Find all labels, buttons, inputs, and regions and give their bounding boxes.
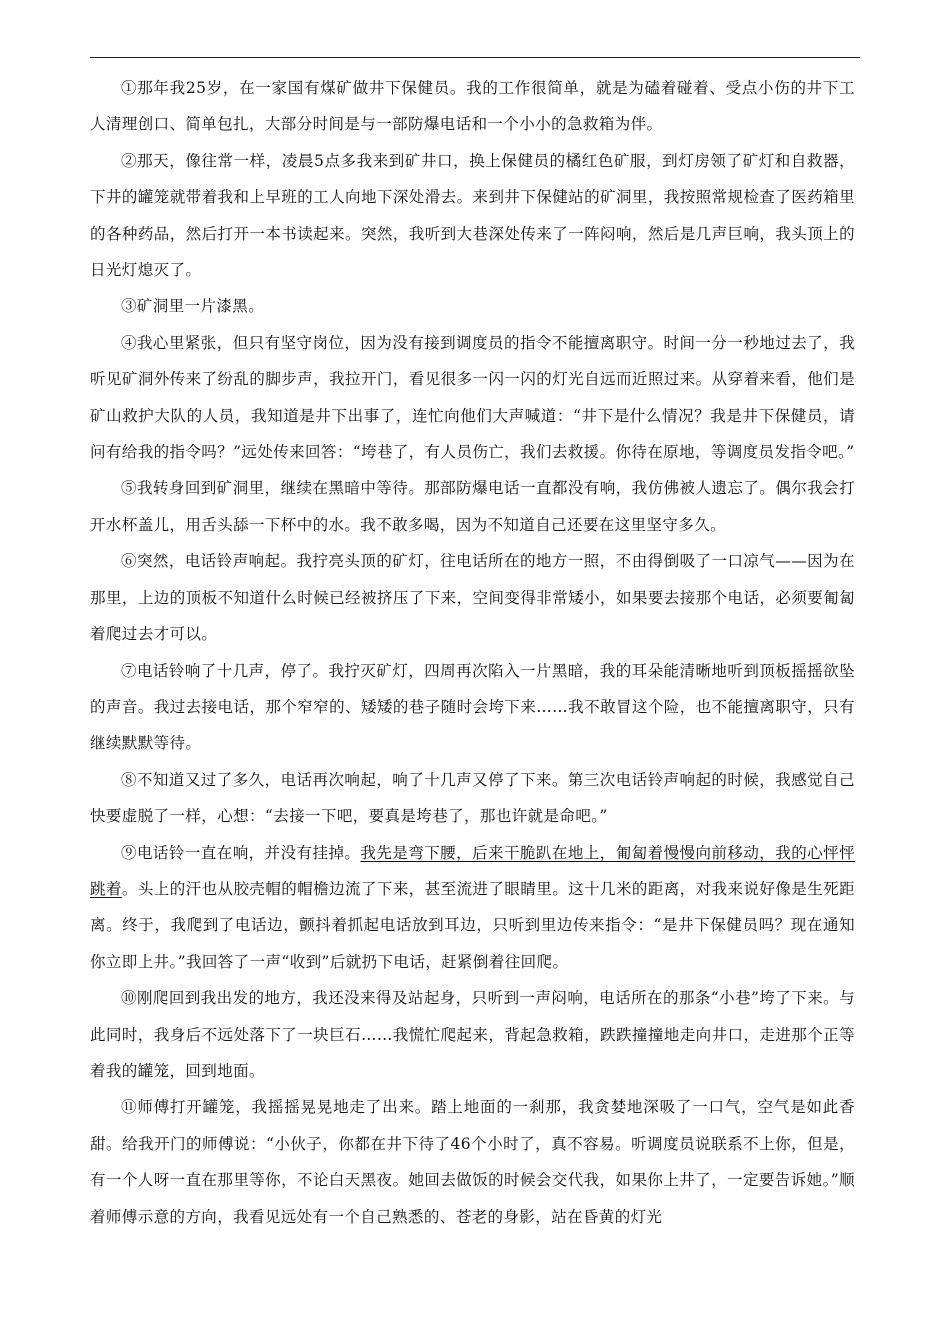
paragraph-2: ②那天，像往常一样，凌晨5点多我来到矿井口，换上保健员的橘红色矿服，到灯房领了矿灯和自救器，下井的罐笼就带着我和上早班的工人向地下深处滑去。来到井下保健站的矿洞里，我按照常规检查了医药箱里的各种药品，然后打开一本书读起来。突然，我听到大巷深处传来了一阵闷响，然后是几声巨响，我头顶上的日光灯熄灭了。: [90, 151, 855, 280]
paragraph-3: ③矿洞里一片漆黑。: [121, 297, 265, 316]
paragraph-9-rest: 。头上的汗也从胶壳帽的帽檐边流了下来，甚至流进了眼睛里。这十几米的距离，对我来说好像是生死距离。终于，我爬到了电话边，颤抖着抓起电话放到耳边，只听到里边传来指令：“是井下保健员吗？现在通知你立即上井。”我回答了一声“收到”后就扔下电话，赶紧倒着往回爬。: [90, 879, 855, 971]
paragraph-5: ⑤我转身回到矿洞里，继续在黑暗中等待。那部防爆电话一直都没有响，我仿佛被人遗忘了。偶尔我会打开水杯盖儿，用舌头舔一下杯中的水。我不敢多喝，因为不知道自己还要在这里坚守多久。: [90, 479, 855, 534]
paragraph-9-underlined-sentence: 我先是弯下腰，后来干脆趴在地上，匍匐着慢慢向前移动，我的心怦怦跳着: [90, 843, 855, 898]
paragraph-7: ⑦电话铃响了十几声，停了。我拧灭矿灯，四周再次陷入一片黑暗，我的耳朵能清晰地听到顶板摇摇欲坠的声音。我过去接电话，那个窄窄的、矮矮的巷子随时会垮下来……我不敢冒这个险，也不能擅离职守，只有继续默默等待。: [90, 661, 855, 753]
header-rule: [90, 57, 860, 58]
paragraph-11: ⑪师傅打开罐笼，我摇摇晃晃地走了出来。踏上地面的一刹那，我贪婪地深吸了一口气，空气是如此香甜。给我开门的师傅说：“小伙子，你都在井下待了46个小时了，真不容易。听调度员说联系不上你，但是，有一个人呀一直在那里等你，不论白天黑夜。她回去做饭的时候会交代我，如果你上井了，一定要告诉她。”顺着师傅示意的方向，我看见远处有一个自己熟悉的、苍老的身影，站在昏黄的灯光: [90, 1098, 855, 1226]
paragraph-8: ⑧不知道又过了多久，电话再次响起，响了十几声又停了下来。第三次电话铃声响起的时候，我感觉自己快要虚脱了一样，心想：“去接一下吧，要真是垮巷了，那也许就是命吧。”: [90, 770, 855, 826]
paragraph-10: ⑩刚爬回到我出发的地方，我还没来得及站起身，只听到一声闷响，电话所在的那条“小巷”垮了下来。与此同时，我身后不远处落下了一块巨石……我慌忙爬起来，背起急救箱，跌跌撞撞地走向井口，走进那个正等着我的罐笼，回到地面。: [90, 989, 855, 1080]
article-body: [90, 70, 855, 1235]
paragraph-4: ④我心里紧张，但只有坚守岗位，因为没有接到调度员的指令不能擅离职守。时间一分一秒地过去了，我听见矿洞外传来了纷乱的脚步声，我拉开门，看见很多一闪一闪的灯光自远而近照过来。从穿着来看，他们是矿山救护大队的人员，我知道是井下出事了，连忙向他们大声喊道：“井下是什么情况？我是井下保健员，请问有给我的指令吗？”远处传来回答：“垮巷了，有人员伤亡，我们去救援。你待在原地，等调度员发指令吧。”: [90, 333, 855, 462]
paragraph-9: [90, 835, 855, 981]
paragraph-9-lead: ⑨电话铃一直在响，并没有挂掉。: [121, 843, 361, 862]
paragraph-6: ⑥突然，电话铃声响起。我拧亮头顶的矿灯，往电话所在的地方一照，不由得倒吸了一口凉气——因为在那里，上边的顶板不知道什么时候已经被挤压了下来，空间变得非常矮小，如果要去接那个电话，必须要匍匐着爬过去才可以。: [90, 552, 855, 644]
paragraph-1: ①那年我25岁，在一家国有煤矿做井下保健员。我的工作很简单，就是为磕着碰着、受点小伤的井下工人清理创口、简单包扎，大部分时间是与一部防爆电话和一个小小的急救箱为伴。: [90, 79, 855, 134]
